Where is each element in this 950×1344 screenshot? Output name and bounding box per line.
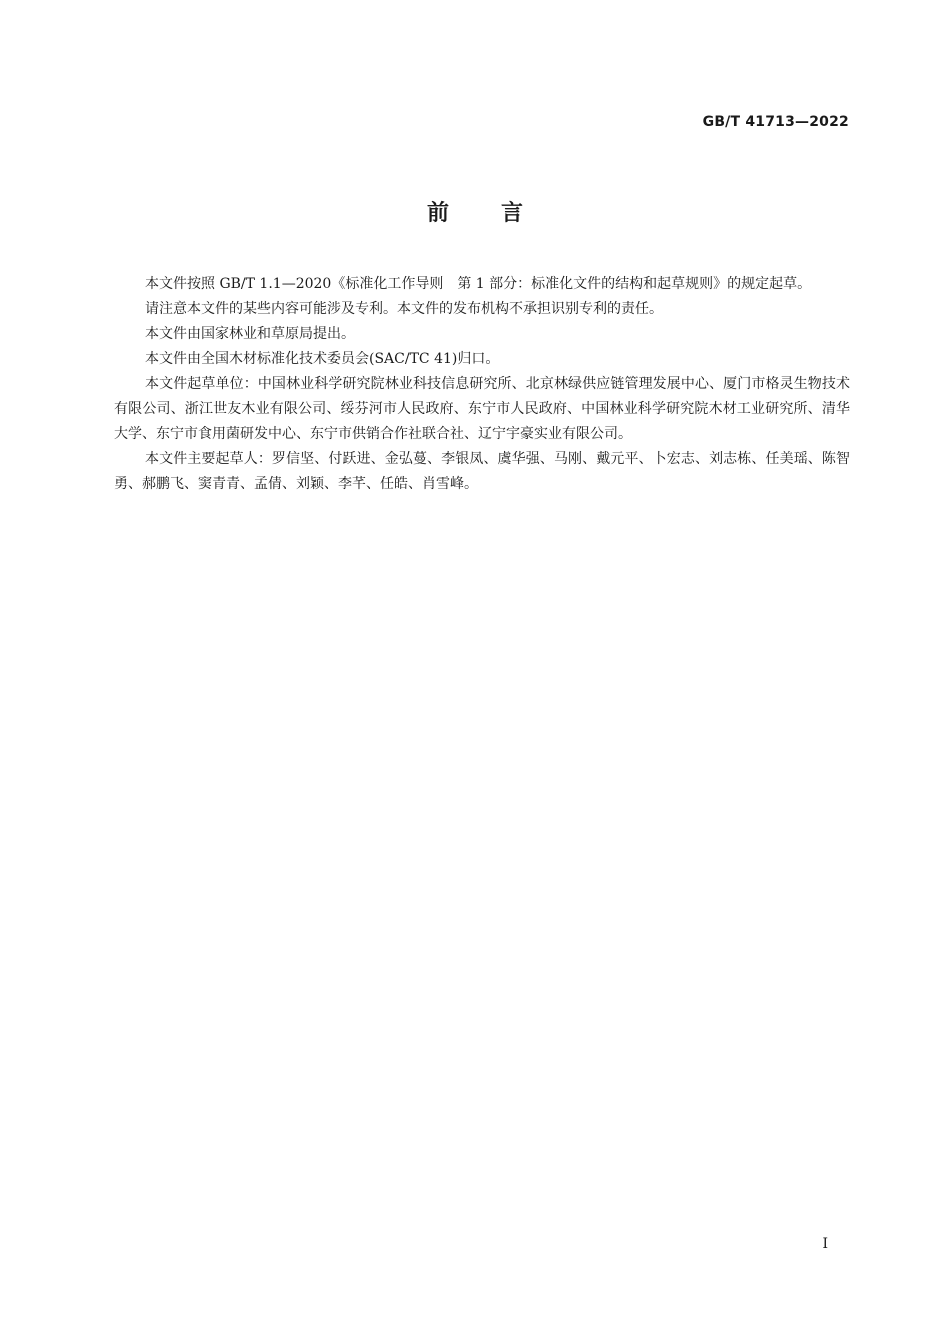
paragraph-proposer: 本文件由国家林业和草原局提出。 bbox=[145, 326, 355, 342]
paragraph-committee: 本文件由全国木材标准化技术委员会(SAC/TC 41)归口。 bbox=[145, 351, 500, 367]
page-title: 前言 bbox=[426, 201, 575, 226]
paragraph-drafting-units: 本文件起草单位：中国林业科学研究院林业科技信息研究所、北京林绿供应链管理发展中心、厦门市格灵生物技术有限公司、浙江世友木业有限公司、绥芬河市人民政府、东宁市人民政府、中国林业科学研究院木材工业研究所、清华大学、东宁市食用菌研发中心、东宁市供销合作社联合社、辽宁宇豪实业有限公司。 bbox=[114, 376, 850, 442]
preface-body bbox=[114, 272, 850, 497]
document-number: GB/T 41713—2022 bbox=[702, 114, 849, 130]
paragraph-drafting-rules: 本文件按照 GB/T 1.1—2020《标准化工作导则 第 1 部分：标准化文件的结构和起草规则》的规定起草。 bbox=[145, 276, 812, 292]
page-number: I bbox=[822, 1236, 828, 1252]
paragraph-patent-notice: 请注意本文件的某些内容可能涉及专利。本文件的发布机构不承担识别专利的责任。 bbox=[145, 301, 663, 317]
paragraph-drafters: 本文件主要起草人：罗信坚、付跃进、金弘蔓、李银凤、虞华强、马刚、戴元平、卜宏志、刘志栋、任美瑶、陈智勇、郝鹏飞、窦青青、孟倩、刘颖、李芊、任皓、肖雪峰。 bbox=[114, 451, 850, 492]
